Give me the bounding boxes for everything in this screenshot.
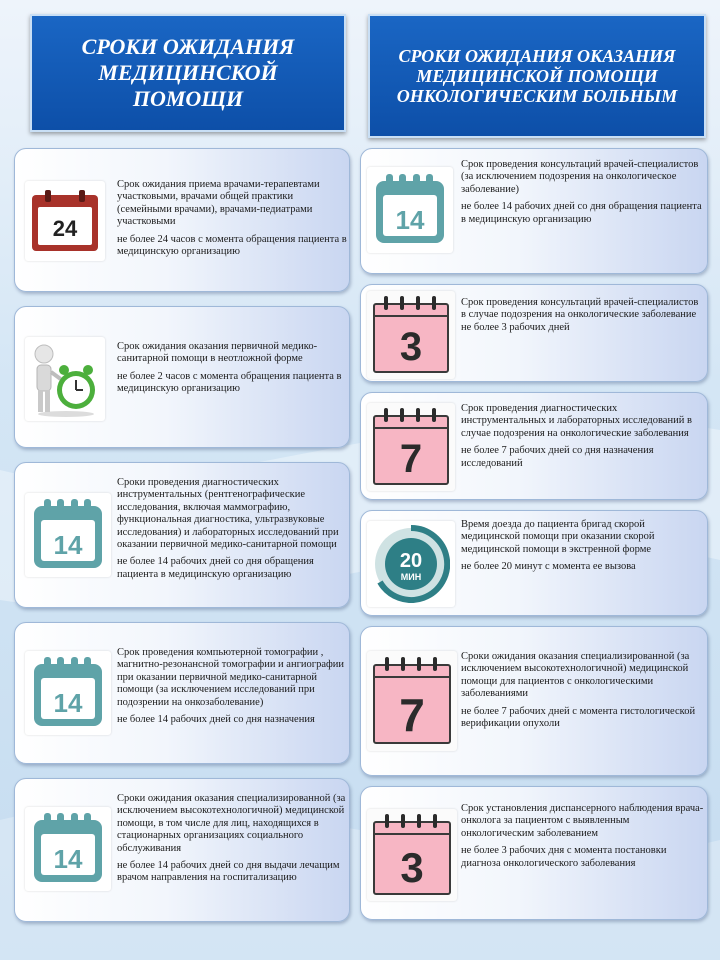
right-item-5-term: не более 7 рабочих дней с момента гистологической верификации опухоли [461, 705, 696, 730]
left-item-3-icon-tile [25, 493, 111, 577]
right-item-4-text [461, 519, 705, 574]
calendar-icon [30, 656, 106, 730]
right-item-1-term: не более 14 рабочих дней со дня обращения пациента в медицинскую организацию [461, 201, 702, 225]
right-item-6-icon-tile [367, 809, 457, 901]
left-item-3-card [14, 462, 350, 608]
right-item-3-text [461, 403, 705, 470]
right-item-2-card [360, 284, 708, 382]
svg-text:24: 24 [52, 216, 78, 241]
calendar-icon [370, 812, 454, 898]
left-item-2-card [14, 306, 350, 448]
right-item-1-text [461, 159, 705, 226]
right-item-3-card [360, 392, 708, 500]
right-item-4-term: не более 20 минут с момента ее вызова [461, 561, 636, 573]
svg-text:14: 14 [395, 205, 425, 235]
calendar-icon [370, 294, 452, 376]
left-item-1-icon-tile [25, 181, 105, 261]
left-item-2-term: не более 2 часов с момента обращения пациента в медицинскую организацию [117, 370, 342, 395]
calendar-icon [30, 812, 106, 886]
left-item-4-card [14, 622, 350, 764]
right-item-4-icon-tile [367, 521, 455, 607]
left-item-4-icon-tile [25, 651, 111, 735]
calendar-icon [30, 498, 106, 572]
right-item-2-icon-tile [367, 291, 455, 379]
right-item-5-text [461, 651, 705, 730]
svg-text:7: 7 [399, 689, 425, 741]
right-item-3-label: Срок проведения диагностических инструментальных и лабораторных исследований в случае подозрения на онкологические заболевания [461, 403, 692, 439]
right-item-1-icon-tile [367, 167, 453, 253]
left-item-1-term: не более 24 часов с момента обращения пациента в медицинскую организацию [117, 233, 347, 258]
svg-text:14: 14 [53, 530, 83, 560]
right-item-2-label: Срок проведения консультаций врачей-специалистов в случае подозрения на онкологические заболевание [461, 297, 699, 321]
left-item-3-term: не более 14 рабочих дней со дня обращения пациента в медицинскую организацию [117, 556, 314, 580]
svg-text:20: 20 [399, 550, 423, 572]
left-item-5-icon-tile [25, 807, 111, 891]
svg-text:14: 14 [53, 688, 83, 718]
left-item-5-text [117, 793, 349, 885]
right-item-6-label: Срок установления диспансерного наблюдения врача-онколога за пациентом с выявленным онкологическим заболеванием [461, 803, 704, 839]
right-item-4-card [360, 510, 708, 616]
svg-text:3: 3 [399, 325, 423, 369]
right-item-6-card [360, 786, 708, 920]
left-item-5-card [14, 778, 350, 922]
left-item-1-label: Срок ожидания приема врачами-терапевтами участковыми, врачами общей практики (семейными врачами), врачами-педиатрами участковыми [117, 179, 320, 228]
left-item-4-label: Срок проведения компьютерной томографии , магнитно-резонансной томографии и ангиографии при оказании первичной медико-санитарной помощи (за исключением исследований при подозрении на онкозаболевание) [117, 647, 345, 708]
right-item-2-text [461, 297, 705, 334]
left-item-4-term: не более 14 рабочих дней со дня назначения [117, 714, 315, 726]
calendar-icon [370, 406, 452, 488]
left-column-title: СРОКИ ОЖИДАНИЯ МЕДИЦИНСКОЙ ПОМОЩИ [81, 34, 295, 111]
right-item-1-card [360, 148, 708, 274]
right-column-header [368, 14, 706, 138]
right-item-3-term: не более 7 рабочих дней со дня назначения исследований [461, 445, 654, 469]
svg-text:3: 3 [400, 844, 424, 891]
left-item-2-icon-tile [25, 337, 105, 421]
svg-text:МИН: МИН [400, 572, 422, 582]
left-item-5-term: не более 14 рабочих дней со дня выдачи лечащим врачом направления на госпитализацию [117, 860, 340, 884]
calendar-icon [29, 189, 101, 253]
person-with-clock-icon [30, 340, 100, 418]
right-item-4-label: Время доезда до пациента бригад скорой медицинской помощи при оказании скорой медицинской помощи в экстренной форме [461, 519, 655, 555]
left-item-1-card [14, 148, 350, 292]
left-column-header [30, 14, 346, 132]
left-item-1-text [117, 179, 347, 258]
right-item-3-icon-tile [367, 403, 455, 491]
left-item-2-text [117, 341, 347, 396]
right-item-2-term: не более 3 рабочих дней [461, 321, 570, 333]
left-item-5-label: Сроки ожидания оказания специализированной (за исключением высокотехнологичной) медицинской помощи, в том числе для лиц, находящихся в стационарных организациях социального обслуживания [117, 793, 346, 854]
right-item-6-text [461, 803, 705, 870]
right-item-6-term: не более 3 рабочих дня с момента постановки диагноза онкологического заболевания [461, 845, 667, 869]
left-item-4-text [117, 647, 347, 726]
right-item-5-card [360, 626, 708, 776]
timer-icon [372, 525, 450, 603]
svg-text:14: 14 [53, 844, 83, 874]
right-column-title: СРОКИ ОЖИДАНИЯ ОКАЗАНИЯ МЕДИЦИНСКОЙ ПОМОЩИ ОНКОЛОГИЧЕСКИМ БОЛЬНЫМ [396, 46, 678, 106]
right-item-5-icon-tile [367, 651, 457, 751]
calendar-icon [370, 655, 454, 747]
right-item-5-label: Сроки ожидания оказания специализированной (за исключением высокотехнологичной) медицинской помощи для пациентов с онкологическими заболеваниями [461, 651, 690, 700]
calendar-icon [372, 173, 448, 247]
right-item-1-label: Срок проведения консультаций врачей-специалистов (за исключением подозрения на онкологическое заболевание) [461, 159, 699, 195]
left-item-3-text [117, 477, 349, 581]
left-item-2-label: Срок ожидания оказания первичной медико-санитарной помощи в неотложной форме [117, 341, 318, 365]
left-item-3-label: Сроки проведения диагностических инструментальных (рентгенографические исследования, включая маммографию, функциональная диагностика, ультразвуковые исследования) и лабораторных исследований при оказании первичной медико-санитарной помощи [117, 477, 339, 551]
svg-text:7: 7 [399, 437, 423, 481]
